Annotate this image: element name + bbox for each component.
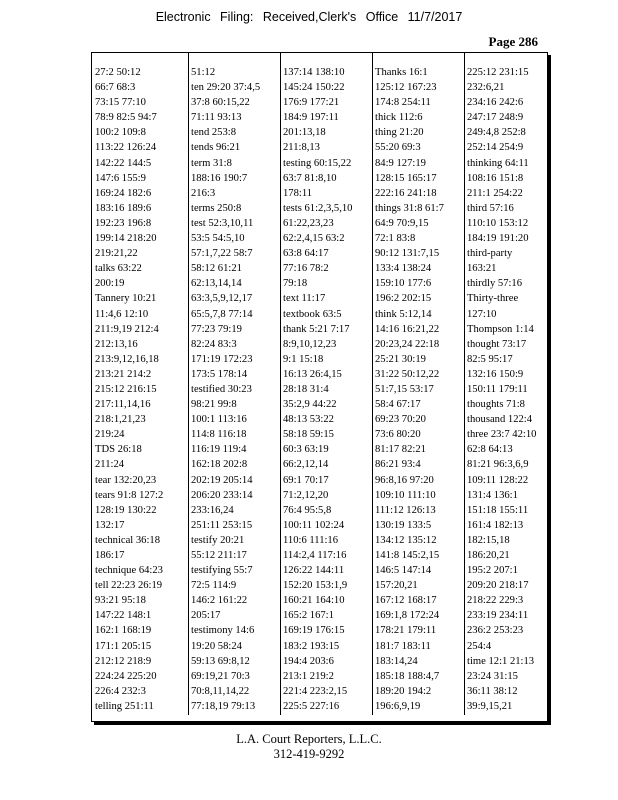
index-entry: 62:2,4,15 63:2 [283, 233, 345, 245]
index-entry: 150:11 179:11 [467, 383, 528, 395]
index-entry: 35:2,9 44:22 [283, 399, 337, 411]
index-entry: 132:17 [95, 519, 125, 531]
index-entry [467, 714, 547, 715]
index-entry: 225:12 231:15 [467, 67, 529, 78]
index-entry: telling 251:11 [95, 700, 154, 712]
index-entry: 65:5,7,8 77:14 [191, 308, 253, 320]
index-entry: 219:24 [95, 429, 125, 441]
index-entry: 127:10 [467, 308, 497, 320]
index-entry: 82:24 83:3 [191, 338, 237, 350]
index-entry: thoughts 71:8 [467, 399, 525, 411]
index-entry: 162:18 202:8 [191, 459, 248, 471]
index-column-2 [188, 53, 279, 715]
index-entry: 70:8,11,14,22 [191, 685, 250, 697]
index-entry: 147:6 155:9 [95, 172, 146, 184]
index-entry: 110:6 111:16 [283, 534, 339, 546]
filing-stamp: Electronic Filing: Received,Clerk's Office 11/7/2017 [155, 10, 463, 24]
index-entry: 78:9 82:5 94:7 [95, 112, 157, 124]
index-entry: 169:1,8 172:24 [375, 610, 440, 622]
index-entry: 82:5 95:17 [467, 353, 513, 365]
index-entry: 218:1,21,23 [95, 414, 146, 426]
index-column-4 [372, 53, 463, 715]
index-entry: 183:14,24 [375, 655, 418, 667]
index-entry: 171:19 172:23 [191, 353, 253, 365]
index-entry: term 31:8 [191, 157, 232, 169]
index-entry: 192:23 196:8 [95, 217, 152, 229]
index-entry: 188:16 190:7 [191, 172, 248, 184]
index-entry: think 5:12,14 [375, 308, 432, 320]
index-entry: Thompson 1:14 [467, 323, 534, 335]
index-entry: 113:22 126:24 [95, 142, 157, 154]
index-entry: 211:24 [95, 459, 125, 471]
index-entry: 58:18 59:15 [283, 429, 334, 441]
index-entry: 205:17 [191, 610, 221, 622]
index-entry: thought 73:17 [467, 338, 527, 350]
index-entry: 111:12 126:13 [375, 504, 436, 516]
index-entry: 183:16 189:6 [95, 202, 152, 214]
index-entry: 63:3,5,9,12,17 [191, 293, 253, 305]
index-entry: 222:16 241:18 [375, 187, 437, 199]
index-entry: 81:17 82:21 [375, 444, 426, 456]
index-entry: 196:6,9,19 [375, 700, 421, 712]
index-entry: 72:5 114:9 [191, 580, 237, 592]
index-entry: 76:4 95:5,8 [283, 504, 332, 516]
index-entry: 8:9,10,12,23 [283, 338, 337, 350]
index-entry: 169:24 182:6 [95, 187, 152, 199]
index-entry: 146:5 147:14 [375, 565, 432, 577]
index-entry: 232:6,21 [467, 82, 505, 94]
index-entry: 206:20 233:14 [191, 489, 253, 501]
index-entry: 233:16,24 [191, 504, 234, 516]
index-entry: 130:19 133:5 [375, 519, 432, 531]
index-entry: 69:23 70:20 [375, 414, 426, 426]
index-entry: 151:18 155:11 [467, 504, 529, 516]
index-entry: 157:20,21 [375, 580, 418, 592]
index-entry: 173:5 178:14 [191, 368, 248, 380]
index-entry: 217:11,14,16 [95, 399, 151, 411]
index-entry: 152:20 153:1,9 [283, 580, 348, 592]
index-entry: 189:20 194:2 [375, 685, 432, 697]
index-entry: 11:4,6 12:10 [95, 308, 149, 320]
index-column-3 [280, 53, 371, 715]
index-entry: 186:20,21 [467, 550, 510, 561]
index-entry: 23:24 31:15 [467, 670, 518, 682]
index-entry: thing 21:20 [375, 127, 424, 139]
index-entry: 86:21 93:4 [375, 459, 421, 471]
index-entry: 131:4 136:1 [467, 489, 518, 501]
index-entry: 96:8,16 97:20 [375, 474, 434, 486]
index-entry: 176:9 177:21 [283, 97, 340, 109]
index-entry: 159:10 177:6 [375, 278, 432, 290]
index-entry: 36:11 38:12 [467, 685, 518, 697]
index-entry: 61:22,23,23 [283, 217, 334, 229]
index-entry: 128:15 165:17 [375, 172, 437, 184]
index-entry: 57:1,7,22 58:7 [191, 248, 253, 260]
index-entry: 218:22 229:3 [467, 595, 524, 607]
index-entry: 132:16 150:9 [467, 368, 524, 380]
index-entry: 209:20 218:17 [467, 580, 529, 592]
index-entry: 19:20 58:24 [191, 640, 242, 652]
index-entry: text 11:17 [283, 293, 326, 305]
index-entry: Tannery 10:21 [95, 293, 157, 305]
index-entry: 63:8 64:17 [283, 248, 329, 260]
index-entry: 81:21 96:3,6,9 [467, 459, 529, 471]
index-entry: 63:7 81:8,10 [283, 172, 337, 184]
index-entry: 133:4 138:24 [375, 263, 432, 275]
index-entry: 114:8 116:18 [191, 429, 247, 441]
index-entry: 16:13 26:4,15 [283, 368, 342, 380]
index-entry: 178:21 179:11 [375, 625, 437, 637]
index-entry: 51:12 [191, 67, 216, 78]
index-entry: 69:1 70:17 [283, 474, 329, 486]
index-entry: tear 132:20,23 [95, 474, 157, 486]
index-entry: 79:18 [283, 278, 308, 290]
index-entry: TDS 26:18 [95, 444, 142, 456]
index-entry: tends 96:21 [191, 142, 241, 154]
index-entry [95, 714, 183, 715]
index-entry: testifying 55:7 [191, 565, 253, 577]
index-entry: 146:2 161:22 [191, 595, 248, 607]
index-entry: 182:15,18 [467, 534, 510, 546]
index-entry: 181:7 183:11 [375, 640, 431, 652]
index-entry: 126:22 144:11 [283, 565, 345, 577]
index-entry: 211:8,13 [283, 142, 320, 154]
index-entry: testing 60:15,22 [283, 157, 352, 169]
index-entry [191, 714, 279, 715]
index-entry: 165:2 167:1 [283, 610, 334, 622]
index-entry: tend 253:8 [191, 127, 237, 139]
court-reporter-name: L.A. Court Reporters, L.L.C. [236, 732, 382, 746]
index-entry: 186:17 [95, 550, 125, 561]
index-entry: things 31:8 61:7 [375, 202, 444, 214]
index-entry: 196:2 202:15 [375, 293, 432, 305]
index-entry: 77:18,19 79:13 [191, 700, 256, 712]
index-entry: 109:10 111:10 [375, 489, 436, 501]
index-entry: test 52:3,10,11 [191, 217, 254, 229]
index-entry: 93:21 95:18 [95, 595, 146, 607]
index-entry: 100:2 109:8 [95, 127, 146, 139]
index-entry: 185:18 188:4,7 [375, 670, 440, 682]
index-entry: 39:9,15,21 [467, 700, 513, 712]
index-entry: 211:9,19 212:4 [95, 323, 159, 335]
index-entry: 202:19 205:14 [191, 474, 253, 486]
index-entry: 51:7,15 53:17 [375, 383, 434, 395]
index-entry: testified 30:23 [191, 383, 252, 395]
index-entry: ten 29:20 37:4,5 [191, 82, 261, 94]
index-entry: 98:21 99:8 [191, 399, 237, 411]
index-entry: 20:23,24 22:18 [375, 338, 440, 350]
index-entry: 251:11 253:15 [191, 519, 253, 531]
index-entry: 219:21,22 [95, 248, 138, 260]
index-entry: 60:3 63:19 [283, 444, 329, 456]
index-entry: 247:17 248:9 [467, 112, 524, 124]
index-entry: third 57:16 [467, 202, 514, 214]
index-entry: 137:14 138:10 [283, 67, 345, 78]
index-entry: 48:13 53:22 [283, 414, 334, 426]
index-entry: 161:4 182:13 [467, 519, 524, 531]
index-entry: 215:12 216:15 [95, 383, 157, 395]
index-entry: 125:12 167:23 [375, 82, 437, 94]
index-entry: technique 64:23 [95, 565, 163, 577]
index-entry: 184:9 197:11 [283, 112, 339, 124]
index-entry: 200:19 [95, 278, 125, 290]
index-entry: third-party [467, 248, 513, 260]
index-entry: 134:12 135:12 [375, 534, 437, 546]
index-entry: 77:23 79:19 [191, 323, 242, 335]
index-entry: 100:1 113:16 [191, 414, 247, 426]
index-entry: 128:19 130:22 [95, 504, 157, 516]
index-entry: tell 22:23 26:19 [95, 580, 163, 592]
index-entry [375, 714, 463, 715]
index-entry: textbook 63:5 [283, 308, 342, 320]
index-entry: 55:12 211:17 [191, 550, 247, 561]
index-entry: thinking 64:11 [467, 157, 529, 169]
index-entry: 211:1 254:22 [467, 187, 523, 199]
page-footer [0, 732, 618, 762]
index-entry: 254:4 [467, 640, 492, 652]
index-entry: 199:14 218:20 [95, 233, 157, 245]
index-entry: 142:22 144:5 [95, 157, 152, 169]
index-entry: tests 61:2,3,5,10 [283, 202, 353, 214]
index-entry: 58:4 67:17 [375, 399, 421, 411]
page-number: Page 286 [488, 34, 538, 49]
index-entry: Thanks 16:1 [375, 67, 428, 78]
index-entry: 53:5 54:5,10 [191, 233, 245, 245]
index-entry: 58:12 61:21 [191, 263, 242, 275]
index-entry: 73:15 77:10 [95, 97, 146, 109]
index-entry: 37:8 60:15,22 [191, 97, 250, 109]
index-entry: talks 63:22 [95, 263, 142, 275]
index-entry: 64:9 70:9,15 [375, 217, 429, 229]
index-page-frame [91, 52, 548, 722]
index-entry: testify 20:21 [191, 534, 245, 546]
index-entry: 90:12 131:7,15 [375, 248, 440, 260]
index-entry: thirdly 57:16 [467, 278, 523, 290]
index-entry: 66:7 68:3 [95, 82, 136, 94]
court-reporter-phone: 312-419-9292 [273, 747, 345, 761]
index-entry: 71:11 93:13 [191, 112, 242, 124]
index-entry: 216:3 [191, 187, 216, 199]
index-entry: 66:2,12,14 [283, 459, 329, 471]
index-entry: 212:12 218:9 [95, 655, 152, 667]
index-entry: 28:18 31:4 [283, 383, 329, 395]
index-entry: 226:4 232:3 [95, 685, 146, 697]
index-entry: 25:21 30:19 [375, 353, 426, 365]
index-entry: 171:1 205:15 [95, 640, 152, 652]
index-entry: 84:9 127:19 [375, 157, 426, 169]
index-entry: 169:19 176:15 [283, 625, 345, 637]
index-entry: 174:8 254:11 [375, 97, 431, 109]
index-entry: 55:20 69:3 [375, 142, 421, 154]
index-entry: 114:2,4 117:16 [283, 550, 347, 561]
index-entry: testimony 14:6 [191, 625, 255, 637]
index-entry: 221:4 223:2,15 [283, 685, 348, 697]
index-entry: 59:13 69:8,12 [191, 655, 250, 667]
index-entry: 160:21 164:10 [283, 595, 345, 607]
index-entry: 73:6 80:20 [375, 429, 421, 441]
index-entry: 194:4 203:6 [283, 655, 334, 667]
index-entry: 141:8 145:2,15 [375, 550, 440, 561]
index-entry: technical 36:18 [95, 534, 161, 546]
index-entry: 213:21 214:2 [95, 368, 152, 380]
index-entry: 212:13,16 [95, 338, 138, 350]
index-entry: 77:16 78:2 [283, 263, 329, 275]
index-entry: 167:12 168:17 [375, 595, 437, 607]
index-entry: 162:1 168:19 [95, 625, 152, 637]
index-entry: time 12:1 21:13 [467, 655, 535, 667]
index-entry: terms 250:8 [191, 202, 242, 214]
index-entry: 184:19 191:20 [467, 233, 529, 245]
index-entry: 62:8 64:13 [467, 444, 513, 456]
index-entry: 62:13,14,14 [191, 278, 242, 290]
index-entry: 213:1 219:2 [283, 670, 334, 682]
index-entry: 183:2 193:15 [283, 640, 340, 652]
index-entry: 224:24 225:20 [95, 670, 157, 682]
index-entry: 195:2 207:1 [467, 565, 518, 577]
index-entry: thousand 122:4 [467, 414, 533, 426]
index-entry: tears 91:8 127:2 [95, 489, 164, 501]
index-entry: 9:1 15:18 [283, 353, 324, 365]
index-entry: 236:2 253:23 [467, 625, 524, 637]
index-entry: 233:19 234:11 [467, 610, 529, 622]
index-entry: 234:16 242:6 [467, 97, 524, 109]
index-entry: 163:21 [467, 263, 497, 275]
index-entry: three 23:7 42:10 [467, 429, 537, 441]
index-entry: 71:2,12,20 [283, 489, 329, 501]
index-entry: 249:4,8 252:8 [467, 127, 526, 139]
index-entry: 14:16 16:21,22 [375, 323, 440, 335]
index-entry: Thirty-three [467, 293, 519, 305]
index-entry [283, 714, 371, 715]
index-entry: thick 112:6 [375, 112, 423, 124]
index-entry: 31:22 50:12,22 [375, 368, 440, 380]
index-entry: 213:9,12,16,18 [95, 353, 159, 365]
index-column-1 [95, 53, 183, 715]
index-entry: 147:22 148:1 [95, 610, 152, 622]
index-entry: 178:11 [283, 187, 313, 199]
index-entry: 108:16 151:8 [467, 172, 524, 184]
index-entry: 252:14 254:9 [467, 142, 524, 154]
index-entry: thank 5:21 7:17 [283, 323, 350, 335]
index-entry: 145:24 150:22 [283, 82, 345, 94]
index-entry: 201:13,18 [283, 127, 326, 139]
index-entry: 116:19 119:4 [191, 444, 247, 456]
index-entry: 72:1 83:8 [375, 233, 416, 245]
index-entry: 109:11 128:22 [467, 474, 529, 486]
index-entry: 225:5 227:16 [283, 700, 340, 712]
index-entry: 100:11 102:24 [283, 519, 345, 531]
index-column-5 [464, 53, 547, 715]
index-entry: 27:2 50:12 [95, 67, 141, 78]
index-entry: 69:19,21 70:3 [191, 670, 250, 682]
index-entry: 110:10 153:12 [467, 217, 529, 229]
